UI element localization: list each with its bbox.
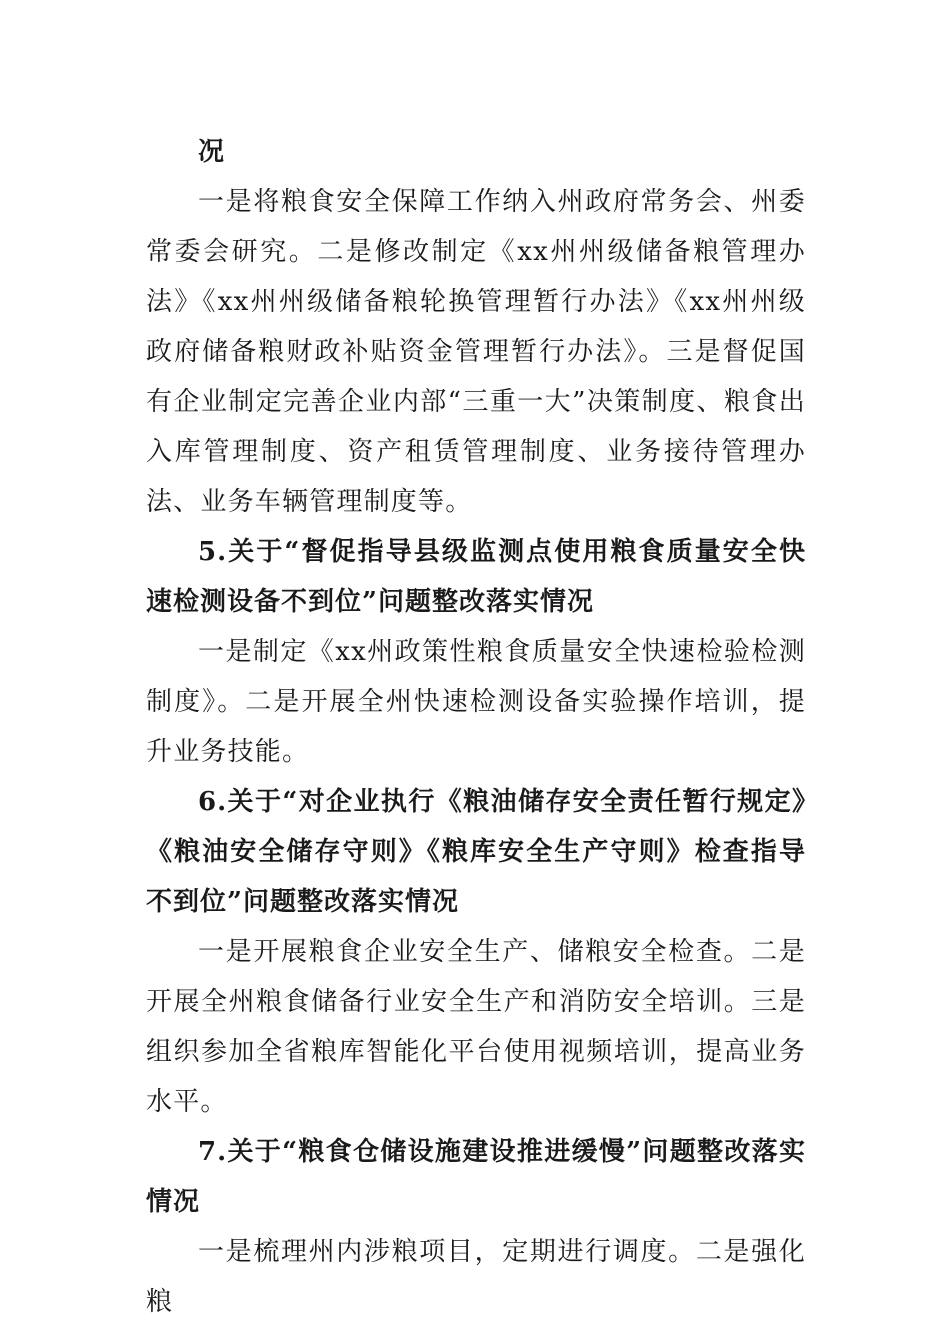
section-heading-continued: 况 bbox=[198, 137, 226, 167]
section-heading-7: 7.关于“粮食仓储设施建设推进缓慢”问题整改落实情况 bbox=[146, 1137, 806, 1217]
paragraph-section-4-body: 一是将粮食安全保障工作纳入州政府常务会、州委常委会研究。二是修改制定《xx州州级储备粮管理办法》《xx州州级储备粮轮换管理暂行办法》《xx州州级政府储备粮财政补贴资金管理暂行办法》。三是督促国有企业制定完善企业内部“三重一大”决策制度、粮食出入库管理制度、资产租赁管理制度、业务接待管理办法、业务车辆管理制度等。 bbox=[146, 187, 806, 517]
paragraph-section-5-body: 一是制定《xx州政策性粮食质量安全快速检验检测制度》。二是开展全州快速检测设备实验操作培训，提升业务技能。 bbox=[146, 637, 806, 767]
section-heading-6: 6.关于“对企业执行《粮油储存安全责任暂行规定》《粮油安全储存守则》《粮库安全生产守则》检查指导不到位”问题整改落实情况 bbox=[146, 787, 806, 917]
paragraph-section-7-body: 一是梳理州内涉粮项目，定期进行调度。二是强化粮 bbox=[146, 1237, 806, 1317]
section-heading-5: 5.关于“督促指导县级监测点使用粮食质量安全快速检测设备不到位”问题整改落实情况 bbox=[146, 537, 806, 617]
document-page bbox=[146, 127, 806, 1327]
paragraph-section-6-body: 一是开展粮食企业安全生产、储粮安全检查。二是开展全州粮食储备行业安全生产和消防安全培训。三是组织参加全省粮库智能化平台使用视频培训，提高业务水平。 bbox=[146, 937, 806, 1117]
